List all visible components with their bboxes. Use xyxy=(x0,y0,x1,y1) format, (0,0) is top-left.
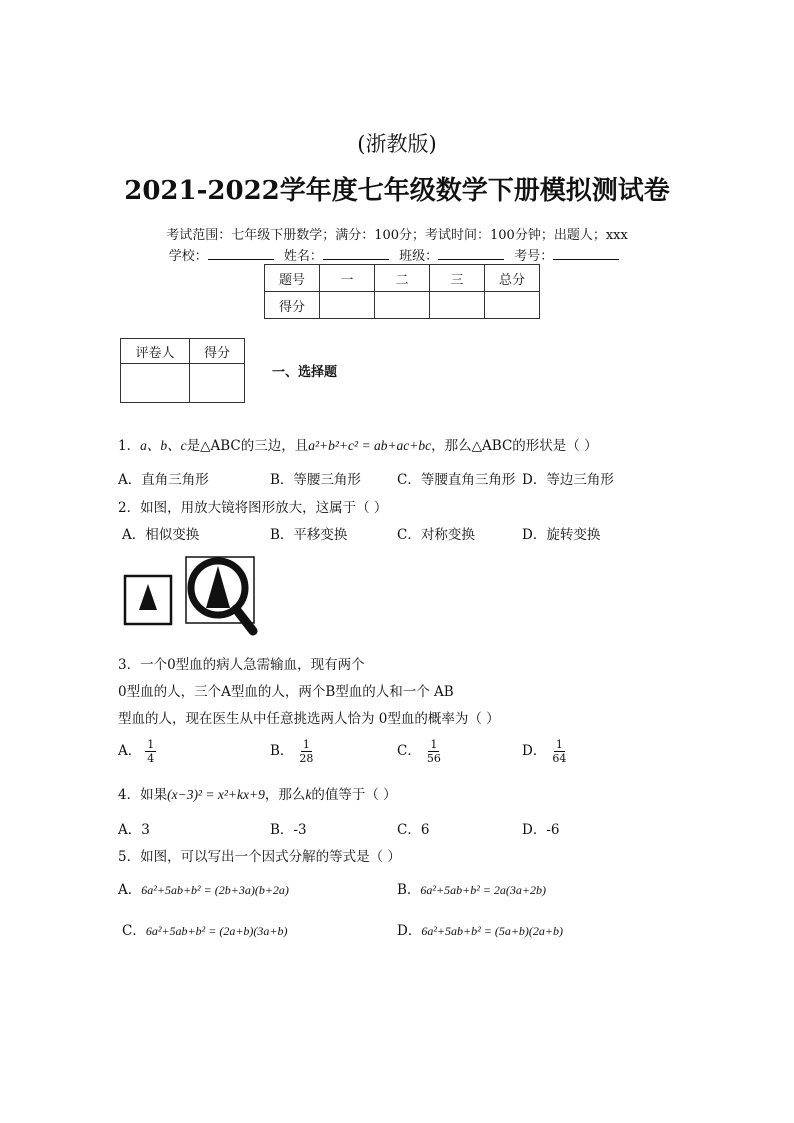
option-a xyxy=(118,878,289,898)
magnifier-figure xyxy=(120,554,270,640)
question-5 xyxy=(118,845,401,865)
math-expression: 6a²+5ab+b² = 2a(3a+2b) xyxy=(420,883,546,897)
score-row-label: 得分 xyxy=(265,292,320,319)
class-label: 班级： xyxy=(399,249,439,264)
score-cell xyxy=(375,292,430,319)
numerator: 1 xyxy=(430,738,438,751)
option-a xyxy=(118,738,156,765)
option-c: C．对称变换 xyxy=(397,527,475,543)
question-number: 5． xyxy=(118,849,141,865)
denominator: 28 xyxy=(299,752,314,765)
question-text: 如图，可以写出一个因式分解的等式是（ ） xyxy=(140,849,401,865)
option-d: D．-6 xyxy=(522,822,560,838)
question-number: 2． xyxy=(118,500,141,516)
question-text: ，那么 xyxy=(264,787,306,803)
option-c: C．等腰直角三角形 xyxy=(397,472,516,488)
section-title: 一、选择题 xyxy=(272,365,338,380)
math-expression: 6a²+5ab+b² = (2b+3a)(b+2a) xyxy=(141,883,289,897)
name-label: 姓名： xyxy=(283,249,323,264)
denominator: 4 xyxy=(147,752,155,765)
score-header-cell: 一 xyxy=(320,265,375,292)
option-label: C． xyxy=(122,923,146,939)
question-text: 如果 xyxy=(140,787,168,803)
option-label: B． xyxy=(397,882,421,898)
option-c xyxy=(122,919,288,939)
exam-title: 2021-2022学年度七年级数学下册模拟测试卷 xyxy=(124,176,670,206)
option-d: D．等边三角形 xyxy=(522,472,614,488)
fraction xyxy=(550,738,568,765)
name-blank xyxy=(323,247,389,260)
option-d xyxy=(522,738,568,765)
numerator: 1 xyxy=(302,738,310,751)
option-c xyxy=(397,738,443,765)
grader-header-cell: 评卷人 xyxy=(121,339,190,364)
question-number: 1． xyxy=(118,438,141,454)
option-b: B．-3 xyxy=(270,822,307,838)
math-vars: a、b、c xyxy=(140,438,187,453)
denominator: 56 xyxy=(426,752,441,765)
score-table-score-row xyxy=(265,292,540,319)
fraction xyxy=(297,738,315,765)
exam-no-blank xyxy=(553,247,619,260)
option-a: A．相似变换 xyxy=(122,527,200,543)
small-triangle xyxy=(139,584,157,610)
question-text: 的值等于（ ） xyxy=(311,787,397,803)
school-blank xyxy=(208,247,274,260)
grader-cell xyxy=(190,364,245,403)
option-b xyxy=(270,738,315,765)
score-header-cell: 二 xyxy=(375,265,430,292)
math-equation: a²+b²+c² = ab+ac+bc xyxy=(308,438,432,453)
score-table-header-row xyxy=(265,265,540,292)
magnifier-handle xyxy=(236,609,253,631)
numerator: 1 xyxy=(147,738,155,751)
option-b xyxy=(397,878,546,898)
student-info-line xyxy=(0,245,794,264)
grader-header-cell: 得分 xyxy=(190,339,245,364)
math-expression: 6a²+5ab+b² = (5a+b)(2a+b) xyxy=(421,924,563,938)
school-label: 学校： xyxy=(168,249,208,264)
math-expression: 6a²+5ab+b² = (2a+b)(3a+b) xyxy=(145,924,288,938)
option-label: D． xyxy=(522,743,547,759)
math-var: k xyxy=(305,787,312,802)
grader-table xyxy=(120,338,245,403)
score-header-cell: 总分 xyxy=(485,265,540,292)
fraction xyxy=(425,738,443,765)
grader-cell xyxy=(121,364,190,403)
denominator: 64 xyxy=(552,752,567,765)
question-3-line-2: 0型血的人，三个A型血的人，两个B型血的人和一个 AB xyxy=(118,684,454,700)
option-label: A． xyxy=(118,743,142,759)
fraction xyxy=(145,738,156,765)
option-label: D． xyxy=(397,923,422,939)
option-c: C．6 xyxy=(397,822,430,838)
option-label: A． xyxy=(118,882,142,898)
exam-no-label: 考号： xyxy=(514,249,554,264)
question-text: 一个0型血的病人急需输血，现有两个 xyxy=(140,657,365,673)
score-cell xyxy=(430,292,485,319)
question-text: ，那么△ABC的形状是（ ） xyxy=(431,438,598,454)
question-3-line-1 xyxy=(118,653,365,673)
large-triangle xyxy=(206,566,230,608)
class-blank xyxy=(438,247,504,260)
score-header-cell: 三 xyxy=(430,265,485,292)
option-a: A．直角三角形 xyxy=(118,472,209,488)
question-number: 3． xyxy=(118,657,141,673)
grader-blank-row xyxy=(121,364,245,403)
grader-header-row xyxy=(121,339,245,364)
question-4 xyxy=(118,783,397,803)
question-1 xyxy=(118,434,598,454)
exam-info-line: 考试范围：七年级下册数学；满分：100分；考试时间：100分钟；出题人；xxx xyxy=(166,228,628,243)
math-equation: (x−3)² = x²+kx+9 xyxy=(167,787,265,802)
edition-label: (浙教版) xyxy=(357,132,437,156)
option-label: B． xyxy=(270,743,294,759)
question-text: 如图，用放大镜将图形放大，这属于（ ） xyxy=(140,500,388,516)
numerator: 1 xyxy=(555,738,563,751)
score-table xyxy=(264,264,540,319)
question-2 xyxy=(118,496,387,516)
question-3-line-3: 型血的人，现在医生从中任意挑选两人恰为 0型血的概率为（ ） xyxy=(118,711,500,727)
question-text: 是△ABC的三边，且 xyxy=(186,438,309,454)
option-b: B．平移变换 xyxy=(270,527,348,543)
option-d xyxy=(397,919,563,939)
score-header-cell: 题号 xyxy=(265,265,320,292)
option-label: C． xyxy=(397,743,421,759)
option-a: A．3 xyxy=(118,822,150,838)
option-b: B．等腰三角形 xyxy=(270,472,361,488)
score-cell xyxy=(485,292,540,319)
question-number: 4． xyxy=(118,787,141,803)
option-d: D．旋转变换 xyxy=(522,527,601,543)
score-cell xyxy=(320,292,375,319)
